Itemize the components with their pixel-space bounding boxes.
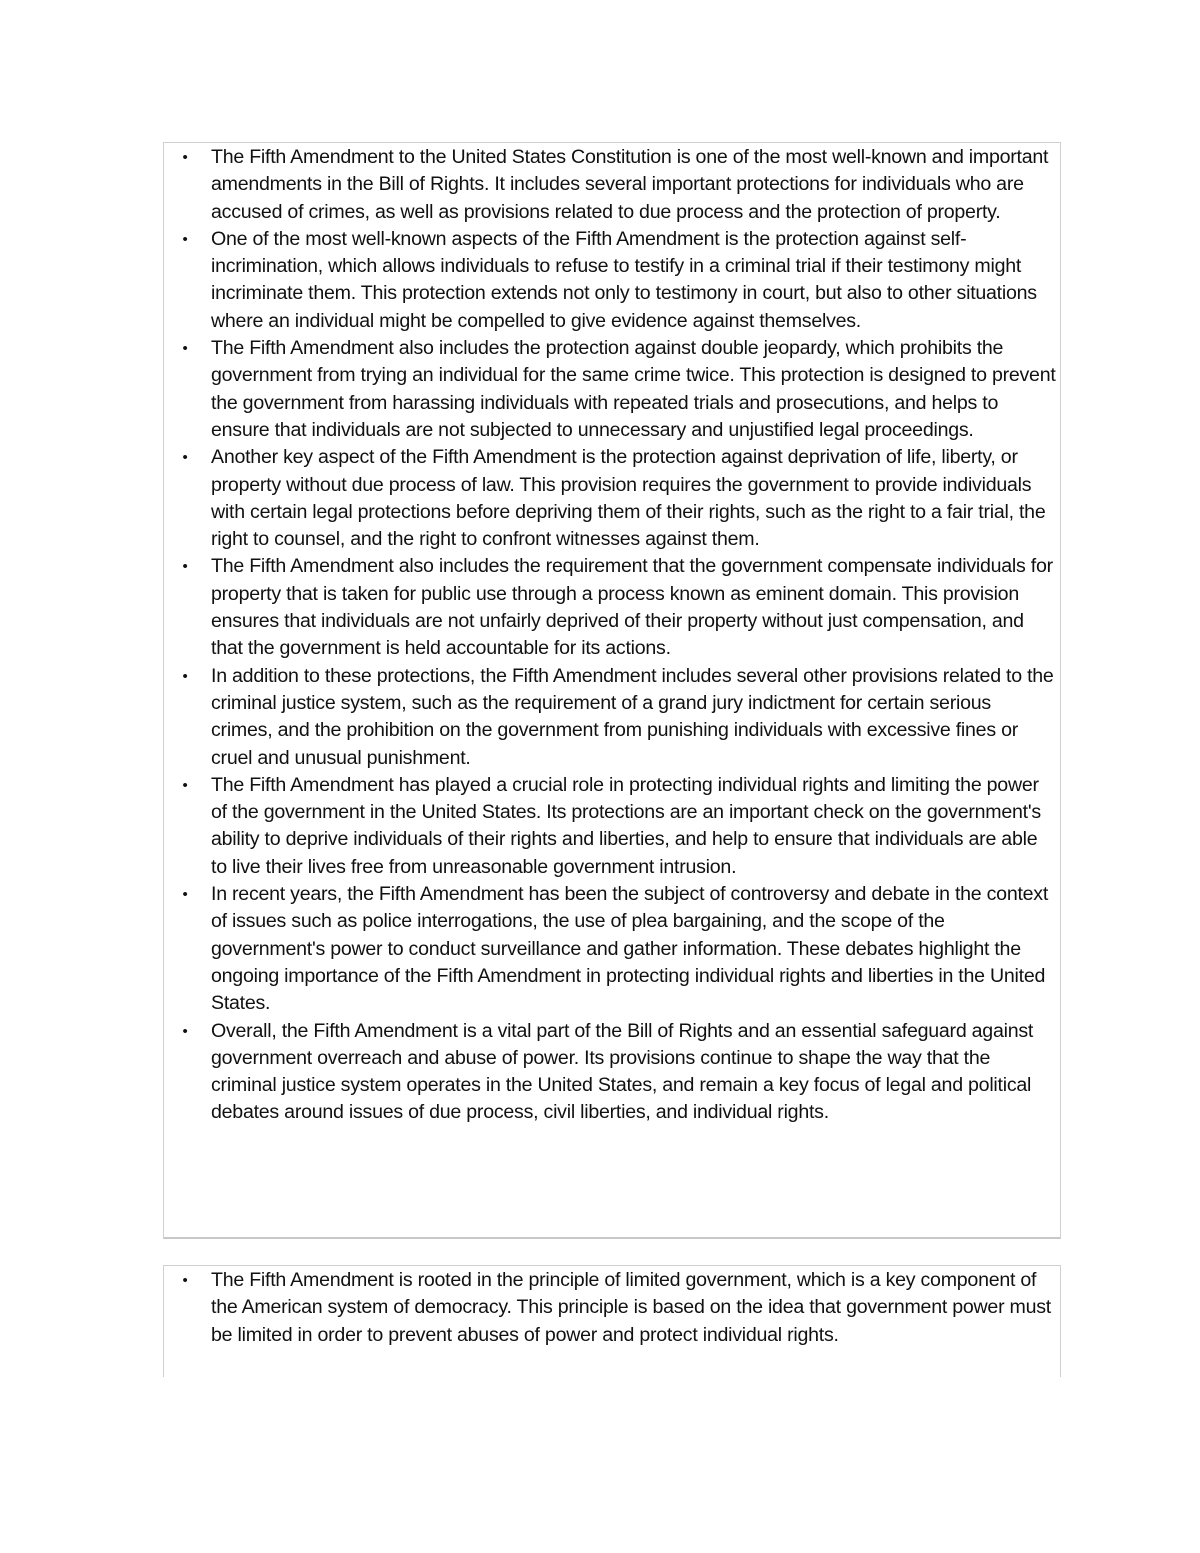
list-item	[164, 226, 1060, 335]
list-item-text: Another key aspect of the Fifth Amendment is the protection against deprivation of life, liberty, or property without due process of law. This provision requires the government to provide individuals with certain legal protections before depriving them of their rights, such as the right to a fair trial, the right to counsel, and the right to confront witnesses against them.	[211, 446, 1046, 551]
bullet-icon: •	[182, 340, 188, 358]
bullet-icon: •	[182, 230, 188, 248]
bullet-icon: •	[182, 776, 188, 794]
list-item-text: In recent years, the Fifth Amendment has been the subject of controversy and debate in the context of issues such as police interrogations, the use of plea bargaining, and the scope of the government's power to conduct surveillance and gather information. These debates highlight the ongoing importance of the Fifth Amendment in protecting individual rights and liberties in the United States.	[211, 883, 1049, 1015]
list-item-text: The Fifth Amendment also includes the requirement that the government compensate individuals for property that is taken for public use through a process known as eminent domain. This provision ensures that individuals are not unfairly deprived of their property without just compensation, and that the government is held accountable for its actions.	[211, 555, 1053, 660]
list-item	[164, 1267, 1060, 1349]
text-block-1	[163, 142, 1061, 1239]
list-item-text: The Fifth Amendment also includes the protection against double jeopardy, which prohibits the government from trying an individual for the same crime twice. This protection is designed to prevent the government from harassing individuals with repeated trials and prosecutions, and helps to ensure that individuals are not subjected to unnecessary and unjustified legal proceedings.	[211, 337, 1056, 441]
list-item-text: The Fifth Amendment is rooted in the principle of limited government, which is a key component of the American system of democracy. This principle is based on the idea that government power must be limited in order to prevent abuses of power and protect individual rights.	[211, 1269, 1051, 1346]
list-item-text: In addition to these protections, the Fifth Amendment includes several other provisions related to the criminal justice system, such as the requirement of a grand jury indictment for certain serious crimes, and the prohibition on the government from punishing individuals with excessive fines or cruel and unusual punishment.	[211, 664, 1054, 769]
list-item	[164, 335, 1060, 444]
bullet-icon: •	[182, 667, 188, 685]
list-item	[164, 663, 1060, 772]
bullet-list-2	[164, 1266, 1060, 1349]
list-item	[164, 553, 1060, 662]
list-item-text: One of the most well-known aspects of the Fifth Amendment is the protection against self-incrimination, which allows individuals to refuse to testify in a criminal trial if their testimony might incriminate them. This protection extends not only to testimony in court, but also to other situations where an individual might be compelled to give evidence against themselves.	[211, 227, 1037, 332]
bullet-icon: •	[182, 1022, 188, 1040]
bullet-icon: •	[182, 558, 188, 576]
list-item-text: Overall, the Fifth Amendment is a vital part of the Bill of Rights and an essential safeguard against government overreach and abuse of power. Its provisions continue to shape the way that the criminal justice system operates in the United States, and remain a key focus of legal and political debates around issues of due process, civil liberties, and individual rights.	[211, 1019, 1034, 1124]
list-item	[164, 772, 1060, 881]
bullet-icon: •	[182, 449, 188, 467]
bullet-icon: •	[182, 149, 188, 166]
list-item	[164, 144, 1060, 226]
bullet-icon: •	[182, 1272, 188, 1289]
list-item	[164, 881, 1060, 1017]
list-item	[164, 1018, 1060, 1127]
bullet-list-1	[164, 143, 1060, 1127]
text-block-2	[163, 1265, 1061, 1377]
list-item	[164, 444, 1060, 553]
bullet-icon: •	[182, 886, 188, 904]
list-item-text: The Fifth Amendment has played a crucial role in protecting individual rights and limiting the power of the government in the United States. Its protections are an important check on the government's ability to deprive individuals of their rights and liberties, and help to ensure that individuals are able to live their lives free from unreasonable government intrusion.	[211, 773, 1041, 878]
list-item-text: The Fifth Amendment to the United States Constitution is one of the most well-known and important amendments in the Bill of Rights. It includes several important protections for individuals who are accused of crimes, as well as provisions related to due process and the protection of property.	[211, 146, 1049, 223]
